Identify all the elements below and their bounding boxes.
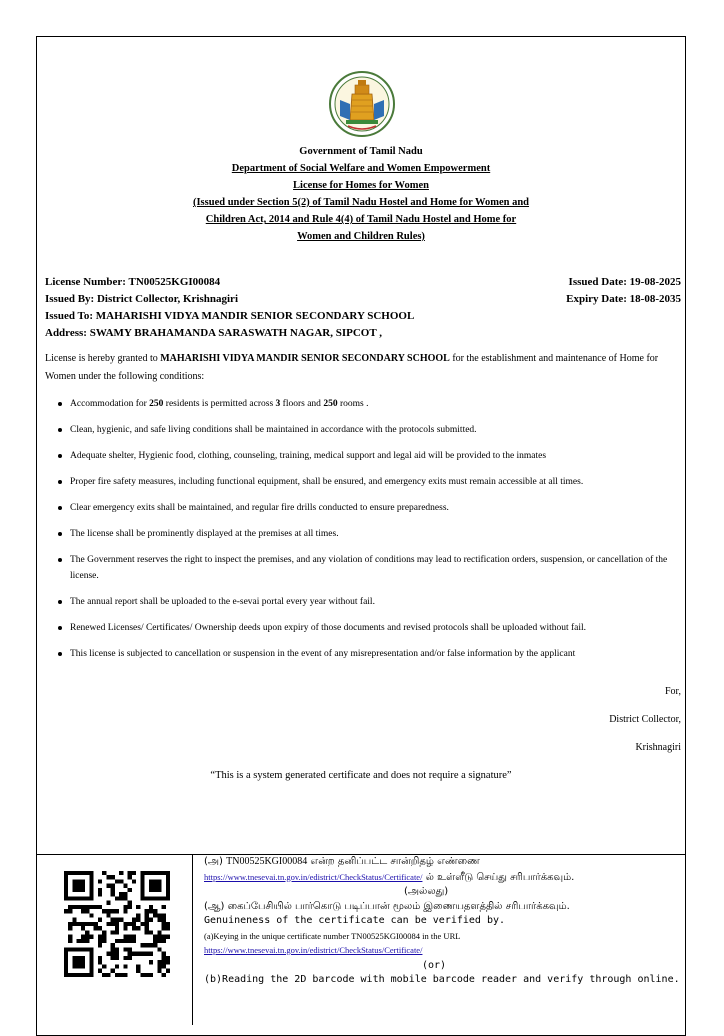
verification-section <box>36 854 686 1025</box>
license-details <box>45 274 681 342</box>
system-generated-note: “This is a system generated certificate and does not require a signature” <box>210 770 512 781</box>
condition-item: Clean, hygienic, and safe living conditions shall be maintained in accordance with the protocols submitted. <box>45 422 681 438</box>
rooms-count: 250 <box>323 399 338 409</box>
condition-item: Adequate shelter, Hygienic food, clothing, counseling, training, medical support and legal aid will be provided to the inmates <box>45 448 681 464</box>
address: Address: SWAMY BRAHAMANDA SARASWATH NAGAR, SIPCOT , <box>45 327 382 339</box>
tamil-nadu-emblem-icon <box>328 70 396 138</box>
floors-count: 3 <box>275 399 281 409</box>
condition-item: Accommodation for 250 residents is permitted across 3 floors and 250 rooms . <box>45 396 681 412</box>
grant-statement: License is hereby granted to MAHARISHI VIDYA MANDIR SENIOR SECONDARY SCHOOL for the establishment and maintenance of Home for Women under the following conditions: <box>45 353 659 382</box>
condition-item: Clear emergency exits shall be maintained, and regular fire drills conducted to ensure preparedness. <box>45 500 681 516</box>
condition-item: Proper fire safety measures, including functional equipment, shall be ensured, and emergency exits must remain accessible at all times. <box>45 474 681 490</box>
act-reference-line-2: Children Act, 2014 and Rule 4(4) of Tamil Nadu Hostel and Home for <box>205 214 517 225</box>
issued-to: Issued To: MAHARISHI VIDYA MANDIR SENIOR SECONDARY SCHOOL <box>45 310 415 322</box>
condition-item: This license is subjected to cancellation or suspension in the event of any misrepresentation and/or false information by the applicant <box>45 646 681 662</box>
issued-date: Issued Date: 19-08-2025 <box>568 276 681 288</box>
qr-cell <box>36 855 193 1025</box>
signature-for: For, <box>665 686 681 697</box>
verification-text: (அ) TN00525KGI00084 என்ற தனிப்பட்ட சான்றிதழ் எண்ணை https://www.tnesevai.tn.gov.in/edistrict/CheckStatus/Certificate/ ல் உள்ளீடு செய்து சரிபார்க்கவும். (அல்லது) (ஆ) கைப்பேசியில் பார்கொடு படிப்பான் மூலம் இணையதளத்தில் சரிபார்க்கவும். Genuineness of the certificate can be verified by. (a)Keying in the unique certificate number TN00525KGI00084 in the URL https://www.tnesevai.tn.gov.in/edistrict/CheckStatus/Certificate/ (or) (b)Reading the 2D barcode with mobile barcode reader and verify through online. <box>204 855 684 988</box>
condition-item: The Government reserves the right to inspect the premises, and any violation of conditions may lead to rectification orders, suspension, or cancellation of the license. <box>45 552 681 584</box>
licensee-name: MAHARISHI VIDYA MANDIR SENIOR SECONDARY SCHOOL <box>160 353 450 364</box>
act-reference-line-1: (Issued under Section 5(2) of Tamil Nadu Hostel and Home for Women and <box>192 197 530 208</box>
license-number: License Number: TN00525KGI00084 <box>45 276 221 288</box>
qr-code-icon[interactable] <box>64 871 170 977</box>
government-title: Government of Tamil Nadu <box>299 146 423 157</box>
signature-place: Krishnagiri <box>635 742 681 753</box>
condition-item: Renewed Licenses/ Certificates/ Ownership deeds upon expiry of those documents and revised protocols shall be uploaded without fail. <box>45 620 681 636</box>
license-title: License for Homes for Women <box>293 180 429 191</box>
certificate-number-ref: TN00525KGI00084 <box>226 856 308 867</box>
residents-count: 250 <box>149 399 164 409</box>
act-reference-line-3: Women and Children Rules) <box>297 231 425 242</box>
condition-item: The license shall be prominently displayed at the premises at all times. <box>45 526 681 542</box>
verification-url-link-2[interactable]: https://www.tnesevai.tn.gov.in/edistrict/CheckStatus/Certificate/ <box>204 945 423 955</box>
condition-item: The annual report shall be uploaded to the e-sevai portal every year without fail. <box>45 594 681 610</box>
expiry-date: Expiry Date: 18-08-2035 <box>566 293 681 305</box>
verification-url-link[interactable]: https://www.tnesevai.tn.gov.in/edistrict/CheckStatus/Certificate/ <box>204 871 423 882</box>
conditions-list <box>45 396 681 672</box>
certificate-header <box>36 143 686 245</box>
genuineness-statement: Genuineness of the certificate can be verified by. <box>204 915 506 926</box>
department-title: Department of Social Welfare and Women Empowerment <box>231 163 491 174</box>
signature-title: District Collector, <box>609 714 681 725</box>
issued-by: Issued By: District Collector, Krishnagiri <box>45 293 238 305</box>
